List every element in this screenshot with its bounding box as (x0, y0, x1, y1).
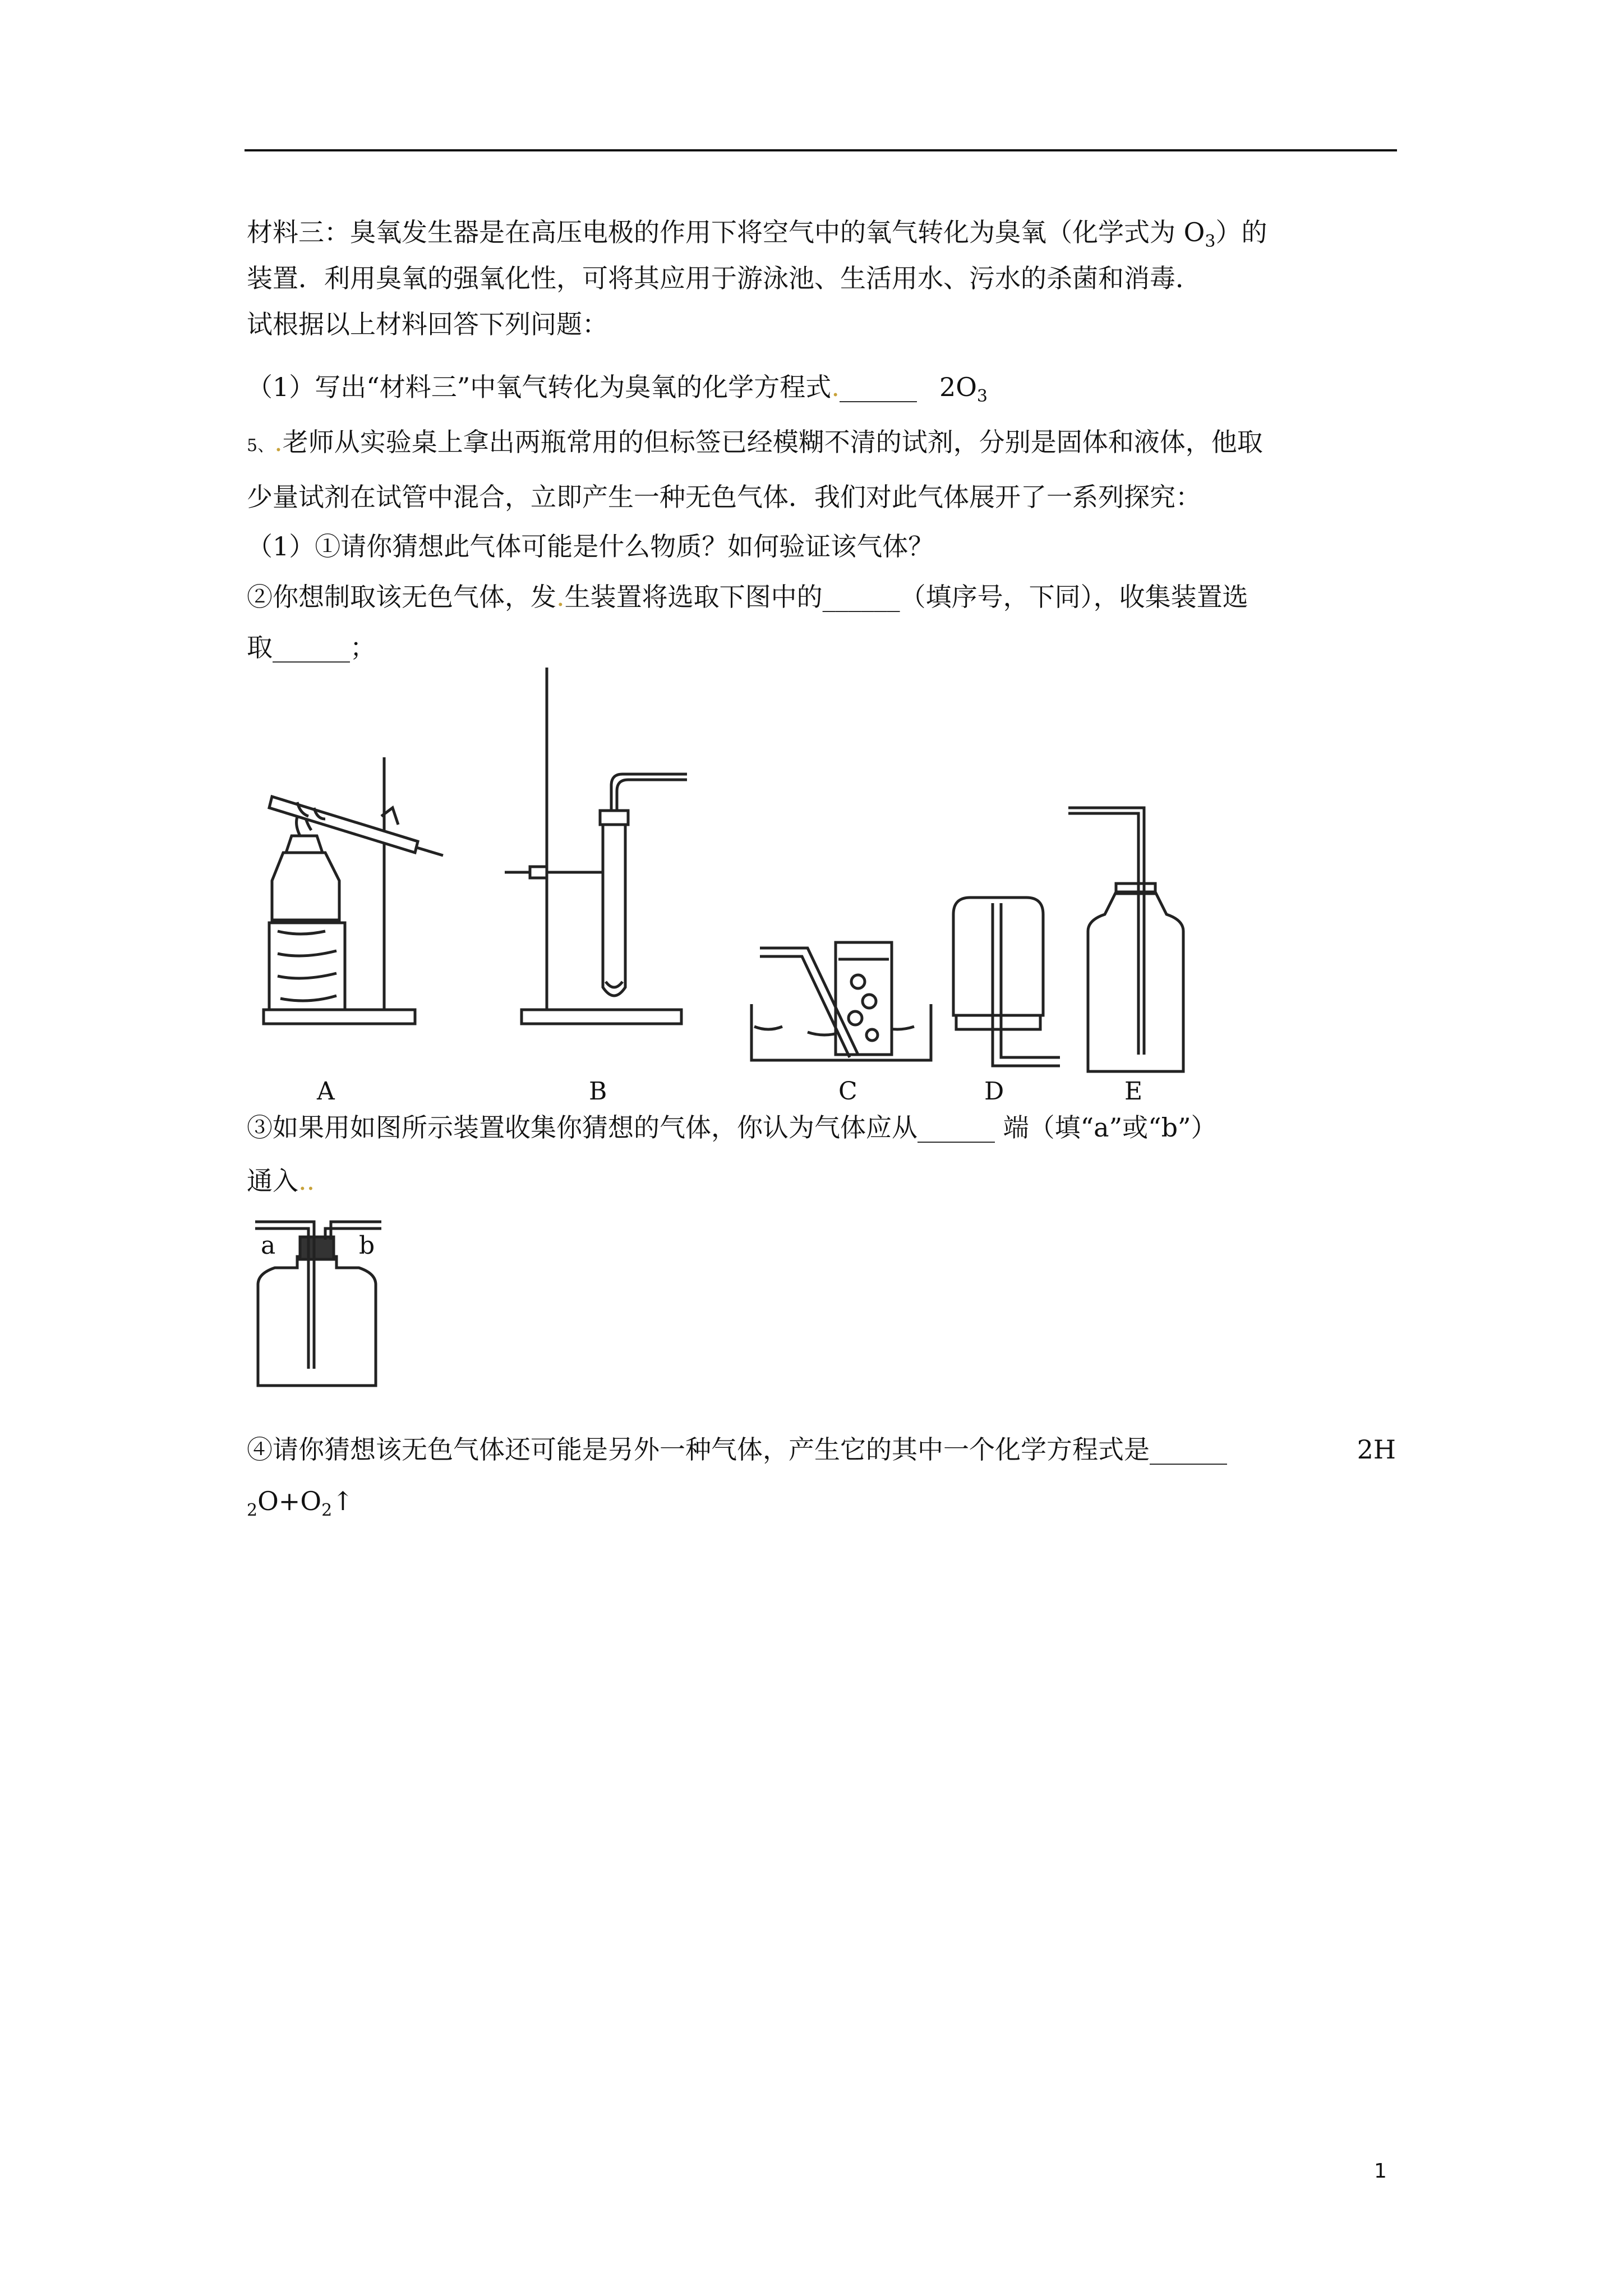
apparatus-b (505, 668, 687, 1024)
question-5-part4-cont: $_2O+O_2↑$ (247, 1486, 354, 1520)
question-5-part2-cont: 取______； (247, 632, 376, 662)
label-a: A (317, 1077, 335, 1105)
label-c: C (838, 1077, 857, 1105)
question-5-part1: （1）①请你猜想此气体可能是什么物质？如何验证该气体？ (247, 531, 934, 562)
apparatus-figure (247, 668, 1223, 1105)
material3-line1: 材料三：臭氧发生器是在高压电极的作用下将空气中的氧气转化为臭氧（化学式为 $O_3$）的 (247, 217, 1267, 251)
label-d: D (984, 1077, 1004, 1105)
label-b: B (589, 1077, 607, 1105)
gas-bottle-figure (247, 1206, 415, 1391)
question-5-part3: ③如果用如图所示装置收集你猜想的气体，你认为气体应从______ 端（填“a”或“b”） (247, 1112, 1217, 1143)
question-5-part2: ②你想制取该无色气体，发.生装置将选取下图中的______（填序号，下同），收集装置选 (247, 582, 1248, 612)
question-5-part4-tail: 2H (1357, 1434, 1396, 1465)
apparatus-a (264, 757, 443, 1024)
question-5-part3-cont: 通入.. (247, 1166, 315, 1196)
question-5-part4: ④请你猜想该无色气体还可能是另外一种气体，产生它的其中一个化学方程式是______ (247, 1434, 1227, 1465)
apparatus-c (751, 942, 931, 1060)
header-rule (245, 149, 1397, 151)
apparatus-e (1068, 808, 1183, 1071)
page-number: 1 (1374, 2160, 1387, 2183)
label-bottle-b: b (359, 1231, 375, 1260)
apparatus-d (953, 898, 1060, 1066)
label-e: E (1124, 1077, 1143, 1105)
question-1: （1）写出“材料三”中氧气转化为臭氧的化学方程式.______ $2O_3$ (247, 372, 988, 406)
material3-line2: 装置．利用臭氧的强氧化性，可将其应用于游泳池、生活用水、污水的杀菌和消毒． (247, 263, 1201, 293)
question-5-line2: 少量试剂在试管中混合，立即产生一种无色气体．我们对此气体展开了一系列探究： (247, 482, 1201, 512)
question-5-line1: 5、.老师从实验桌上拿出两瓶常用的但标签已经模糊不清的试剂，分别是固体和液体，他取 (247, 427, 1263, 457)
instruction: 试根据以上材料回答下列问题： (247, 309, 608, 339)
label-bottle-a: a (261, 1231, 276, 1260)
